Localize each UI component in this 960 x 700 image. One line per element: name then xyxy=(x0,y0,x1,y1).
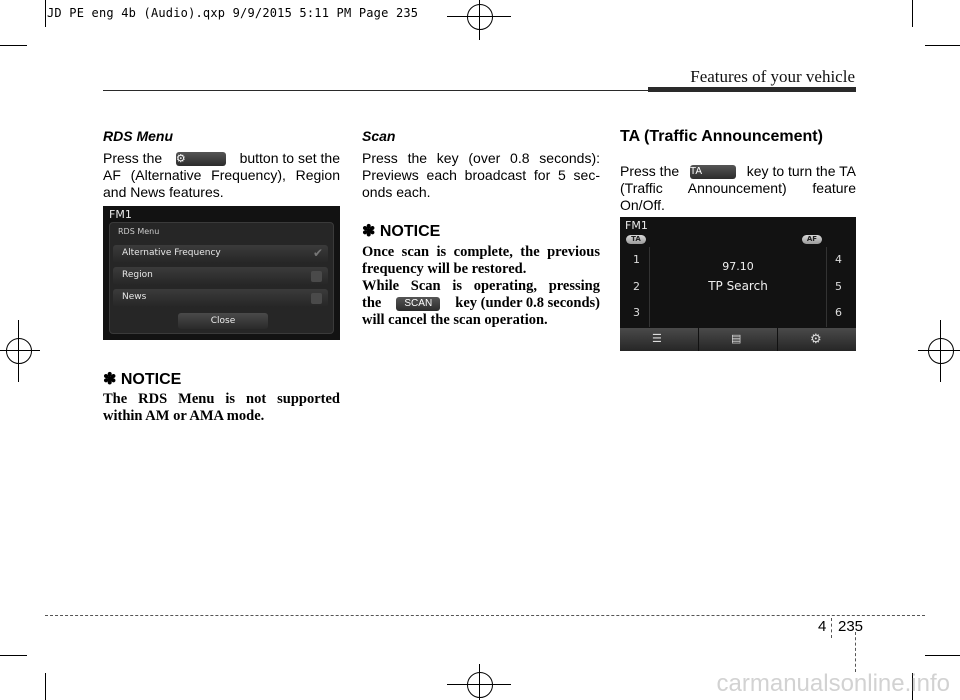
menu-item-alternative-frequency[interactable] xyxy=(113,245,328,263)
notice-heading: ✽ NOTICE xyxy=(103,371,182,388)
crop-mark xyxy=(912,0,913,27)
header-rule xyxy=(103,90,648,91)
rds-menu-screenshot xyxy=(103,206,340,340)
menu-item-news[interactable] xyxy=(113,289,328,307)
tp-search-status: TP Search xyxy=(708,279,768,293)
print-slug: JD PE eng 4b (Audio).qxp 9/9/2015 5:11 PM Page 235 xyxy=(47,6,419,20)
paragraph-text: Press the xyxy=(103,150,163,166)
notice-text: The RDS Menu is not supported within AM or AMA mode. xyxy=(103,391,340,424)
scan-heading: Scan xyxy=(362,128,396,144)
page-number-divider xyxy=(831,618,832,638)
panel-title: RDS Menu xyxy=(118,227,160,236)
crop-mark xyxy=(45,673,46,700)
preset-1[interactable]: 1 xyxy=(633,253,640,266)
notice-heading: ✽ NOTICE xyxy=(362,223,441,240)
paragraph-text: Press the xyxy=(620,163,680,179)
page-number-divider xyxy=(855,632,856,672)
section-title: Features of your vehicle xyxy=(690,67,855,86)
crop-mark xyxy=(45,0,46,27)
rds-menu-paragraph xyxy=(103,150,340,201)
auto-store-icon: ▤ xyxy=(731,333,742,345)
auto-store-button[interactable] xyxy=(699,328,778,351)
menu-item-label: Region xyxy=(122,270,153,280)
page-number: 235 xyxy=(838,618,864,635)
af-indicator: AF xyxy=(802,235,822,244)
checkbox[interactable] xyxy=(311,293,322,304)
ta-screenshot xyxy=(620,217,856,351)
preset-6[interactable]: 6 xyxy=(835,306,842,319)
gear-icon: ⚙ xyxy=(175,152,186,165)
list-icon: ☰ xyxy=(652,333,662,345)
ta-heading: TA (Traffic Announcement) xyxy=(620,128,823,145)
ta-indicator: TA xyxy=(626,235,646,244)
scan-paragraph: Press the key (over 0.8 seconds): Previews each broadcast for 5 sec-onds each. xyxy=(362,150,600,200)
ta-key: TA xyxy=(690,165,736,179)
chapter-number: 4 xyxy=(818,618,827,635)
menu-item-region[interactable] xyxy=(113,267,328,285)
notice-line: Once scan is complete, the previous xyxy=(362,244,600,260)
watermark: carmanualsonline.info xyxy=(716,670,950,697)
notice-text xyxy=(362,244,600,329)
crop-mark xyxy=(0,655,27,656)
gear-icon: ⚙ xyxy=(810,331,822,346)
preset-3[interactable]: 3 xyxy=(633,306,640,319)
frequency-display: 97.10 xyxy=(722,260,754,273)
preset-2[interactable]: 2 xyxy=(633,280,640,293)
preset-4[interactable]: 4 xyxy=(835,253,842,266)
crop-mark xyxy=(0,45,27,46)
screen-title: FM1 xyxy=(625,219,648,232)
screen-title: FM1 xyxy=(109,208,132,221)
crop-mark xyxy=(925,45,960,46)
preset-5[interactable]: 5 xyxy=(835,280,842,293)
close-button[interactable]: Close xyxy=(178,313,268,329)
menu-item-label: News xyxy=(122,292,147,302)
settings-key xyxy=(176,152,226,166)
rds-menu-panel xyxy=(109,222,334,334)
header-rule-thick xyxy=(648,87,856,92)
notice-line: While Scan is operating, pressing xyxy=(362,278,600,294)
list-button[interactable] xyxy=(620,328,699,351)
rds-menu-heading: RDS Menu xyxy=(103,128,173,144)
footer-rule xyxy=(45,615,925,616)
paragraph-text: key to turn the TA xyxy=(746,163,856,179)
notice-line: the xyxy=(362,295,382,311)
checkbox[interactable] xyxy=(311,271,322,282)
notice-line: will cancel the scan operation. xyxy=(362,312,548,328)
notice-line: frequency will be restored. xyxy=(362,261,527,277)
paragraph-text: (Traffic Announcement) feature On/Off. xyxy=(620,180,856,213)
paragraph-text: AF (Alternative Frequency), Region and News features. xyxy=(103,167,340,200)
crop-mark xyxy=(925,655,960,656)
notice-line: key (under 0.8 seconds) xyxy=(455,295,600,311)
menu-item-label: Alternative Frequency xyxy=(122,248,221,258)
settings-button[interactable] xyxy=(778,328,856,351)
paragraph-text: button to set the xyxy=(239,150,340,166)
check-icon: ✔ xyxy=(312,246,323,260)
ta-paragraph xyxy=(620,163,856,214)
scan-key: SCAN xyxy=(396,297,440,311)
